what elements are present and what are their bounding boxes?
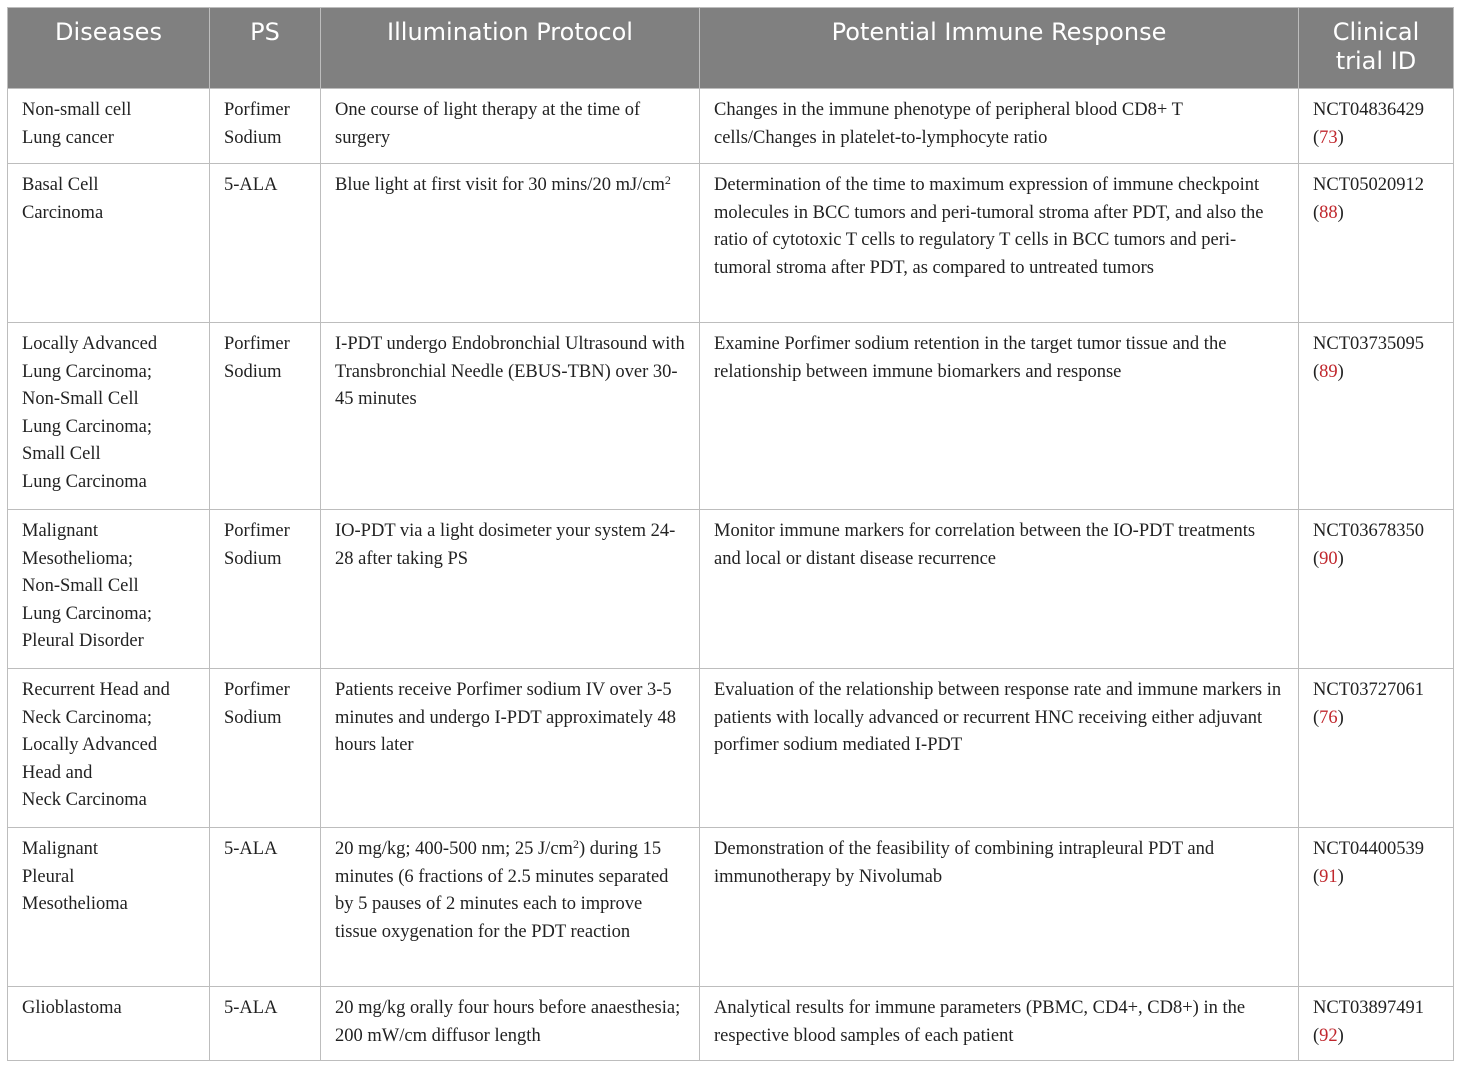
cell-trial-id: NCT04400539 (91) xyxy=(1299,828,1454,987)
cell-illumination: One course of light therapy at the time of surgery xyxy=(321,89,700,164)
table-row xyxy=(8,89,1454,164)
cell-illumination: 20 mg/kg orally four hours before anaesthesia; 200 mW/cm diffusor length xyxy=(321,987,700,1061)
header-illumination-protocol: Illumination Protocol xyxy=(321,8,700,89)
cell-trial-id: NCT05020912 (88) xyxy=(1299,164,1454,323)
cell-trial-id: NCT03727061 (76) xyxy=(1299,669,1454,828)
table-row xyxy=(8,987,1454,1061)
header-diseases: Diseases xyxy=(8,8,210,89)
cell-trial-id: NCT03678350 (90) xyxy=(1299,510,1454,669)
cell-disease: Glioblastoma xyxy=(8,987,210,1061)
cell-ps: Porfimer Sodium xyxy=(210,323,321,510)
cell-trial-id: NCT03897491 (92) xyxy=(1299,987,1454,1061)
cell-ps: 5-ALA xyxy=(210,164,321,323)
table-row xyxy=(8,828,1454,987)
reference-link[interactable]: 92 xyxy=(1319,1025,1338,1046)
table-row xyxy=(8,164,1454,323)
header-ps: PS xyxy=(210,8,321,89)
cell-ps: Porfimer Sodium xyxy=(210,669,321,828)
reference-link[interactable]: 73 xyxy=(1319,127,1338,148)
cell-immune-response: Monitor immune markers for correlation between the IO-PDT treatments and local or distant disease recurrence xyxy=(700,510,1299,669)
cell-ps: 5-ALA xyxy=(210,987,321,1061)
cell-ps: Porfimer Sodium xyxy=(210,510,321,669)
table-row xyxy=(8,669,1454,828)
cell-trial-id: NCT04836429 (73) xyxy=(1299,89,1454,164)
cell-trial-id: NCT03735095 (89) xyxy=(1299,323,1454,510)
cell-immune-response: Examine Porfimer sodium retention in the target tumor tissue and the relationship between immune biomarkers and response xyxy=(700,323,1299,510)
cell-illumination: I-PDT undergo Endobronchial Ultrasound with Transbronchial Needle (EBUS-TBN) over 30-45 minutes xyxy=(321,323,700,510)
cell-disease: Recurrent Head and Neck Carcinoma; Locally Advanced Head and Neck Carcinoma xyxy=(8,669,210,828)
cell-illumination: 20 mg/kg; 400-500 nm; 25 $J/cm^2$) during 15 minutes (6 fractions of 2.5 minutes separated by 5 pauses of 2 minutes each to improve tissue oxygenation for the PDT reaction xyxy=(321,828,700,987)
table-row xyxy=(8,510,1454,669)
cell-immune-response: Demonstration of the feasibility of combining intrapleural PDT and immunotherapy by Nivolumab xyxy=(700,828,1299,987)
cell-immune-response: Evaluation of the relationship between response rate and immune markers in patients with locally advanced or recurrent HNC receiving either adjuvant porfimer sodium mediated I-PDT xyxy=(700,669,1299,828)
cell-disease: Locally Advanced Lung Carcinoma; Non-Small Cell Lung Carcinoma; Small Cell Lung Carcinoma xyxy=(8,323,210,510)
header-row xyxy=(8,8,1454,89)
cell-illumination: Blue light at first visit for 30 mins/20 $mJ/cm^2$ xyxy=(321,164,700,323)
cell-illumination: IO-PDT via a light dosimeter your system 24-28 after taking PS xyxy=(321,510,700,669)
cell-illumination: Patients receive Porfimer sodium IV over 3-5 minutes and undergo I-PDT approximately 48 hours later xyxy=(321,669,700,828)
cell-disease: Malignant Pleural Mesothelioma xyxy=(8,828,210,987)
header-potential-immune-response: Potential Immune Response xyxy=(700,8,1299,89)
reference-link[interactable]: 76 xyxy=(1319,707,1338,728)
cell-disease: Malignant Mesothelioma; Non-Small Cell Lung Carcinoma; Pleural Disorder xyxy=(8,510,210,669)
cell-ps: Porfimer Sodium xyxy=(210,89,321,164)
cell-immune-response: Determination of the time to maximum expression of immune checkpoint molecules in BCC tumors and peri-tumoral stroma after PDT, and also the ratio of cytotoxic T cells to regulatory T cells in BCC tumors and peri-tumoral stroma after PDT, as compared to untreated tumors xyxy=(700,164,1299,323)
cell-immune-response: Changes in the immune phenotype of peripheral blood CD8+ T cells/Changes in platelet-to-lymphocyte ratio xyxy=(700,89,1299,164)
reference-link[interactable]: 91 xyxy=(1319,866,1338,887)
table-row xyxy=(8,323,1454,510)
cell-disease: Non-small cell Lung cancer xyxy=(8,89,210,164)
header-clinical-trial-id: Clinical trial ID xyxy=(1299,8,1454,89)
cell-immune-response: Analytical results for immune parameters (PBMC, CD4+, CD8+) in the respective blood samples of each patient xyxy=(700,987,1299,1061)
cell-ps: 5-ALA xyxy=(210,828,321,987)
reference-link[interactable]: 90 xyxy=(1319,548,1338,569)
reference-link[interactable]: 89 xyxy=(1319,361,1338,382)
reference-link[interactable]: 88 xyxy=(1319,202,1338,223)
clinical-trials-table xyxy=(7,7,1454,1061)
cell-disease: Basal Cell Carcinoma xyxy=(8,164,210,323)
